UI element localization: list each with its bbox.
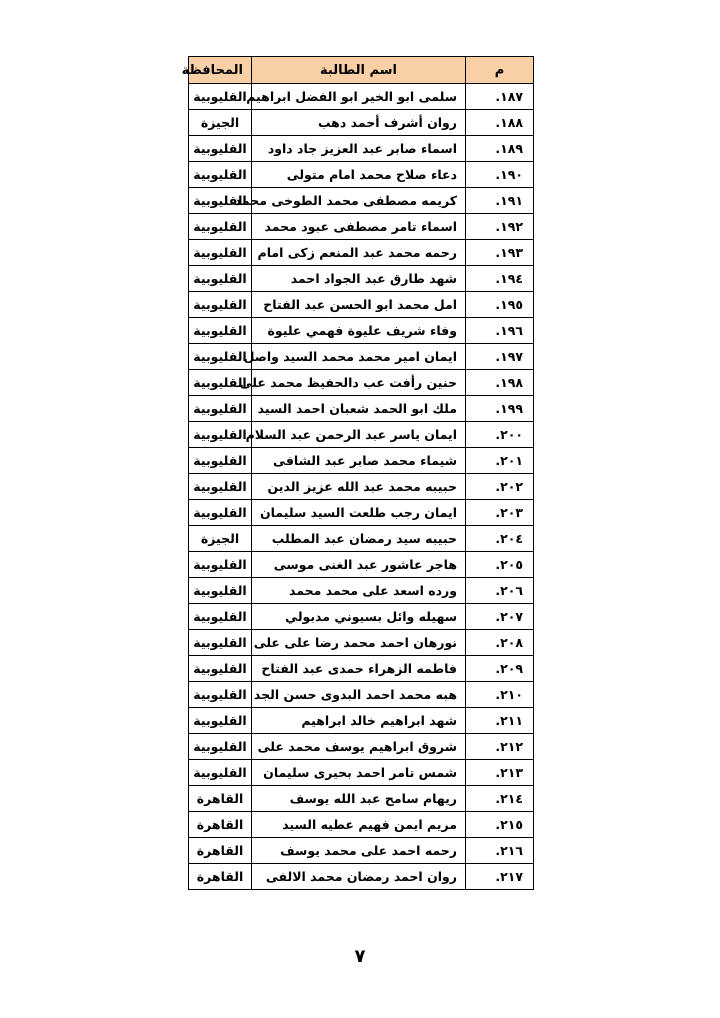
row-number-cell: ١٩٢. [466,214,534,240]
student-name-cell: ملك ابو الحمد شعبان احمد السيد [252,396,466,422]
table-row [189,188,534,214]
table-row [189,396,534,422]
student-name-cell: فاطمه الزهراء حمدى عبد الفتاح [252,656,466,682]
governorate-cell: القليوبية [189,396,252,422]
table-row [189,838,534,864]
student-name-cell: ايمان ياسر عبد الرحمن عبد السلام [252,422,466,448]
students-table [181,56,534,890]
governorate-cell: القليوبية [189,604,252,630]
row-number-cell: ٢١٧. [466,864,534,890]
student-name-cell: امل محمد ابو الحسن عبد الفتاح [252,292,466,318]
row-number-cell: ١٨٨. [466,110,534,136]
governorate-cell: القليوبية [189,708,252,734]
student-name-cell: ريهام سامح عبد الله يوسف [252,786,466,812]
table-row [189,422,534,448]
student-name-cell: اسماء صابر عبد العزيز جاد داود [252,136,466,162]
student-name-cell: ورده اسعد على محمد محمد [252,578,466,604]
row-number-cell: ٢١٠. [466,682,534,708]
row-number-cell: ٢١٢. [466,734,534,760]
row-number-cell: ٢٠٩. [466,656,534,682]
row-number-cell: ١٩٤. [466,266,534,292]
governorate-cell: القليوبية [189,578,252,604]
governorate-cell: القليوبية [189,318,252,344]
page-number: ٧ [354,946,366,967]
row-number-cell: ١٩٦. [466,318,534,344]
table-row [189,578,534,604]
row-number-cell: ١٩٣. [466,240,534,266]
governorate-cell: القليوبية [189,422,252,448]
student-name-cell: شيماء محمد صابر عبد الشافى [252,448,466,474]
table-row [189,318,534,344]
row-number-cell: ٢٠٤. [466,526,534,552]
student-name-cell: مريم ايمن فهيم عطيه السيد [252,812,466,838]
table-row [189,162,534,188]
row-number-cell: ٢٠٣. [466,500,534,526]
table-row [189,604,534,630]
student-name-cell: رحمه احمد على محمد يوسف [252,838,466,864]
header-student-name: اسم الطالبة [252,57,466,84]
student-name-cell: روان أشرف أحمد دهب [252,110,466,136]
table-row [189,266,534,292]
row-number-cell: ١٩٥. [466,292,534,318]
table-row [189,682,534,708]
governorate-cell: القليوبية [189,84,252,110]
student-name-cell: دعاء صلاح محمد امام متولى [252,162,466,188]
governorate-cell: القليوبية [189,734,252,760]
governorate-cell: القليوبية [189,474,252,500]
governorate-cell: الجيزة [189,110,252,136]
student-name-cell: حبيبه محمد عبد الله عزيز الدين [252,474,466,500]
row-number-cell: ١٩١. [466,188,534,214]
table-row [189,240,534,266]
student-name-cell: وفاء شريف عليوة فهمي عليوة [252,318,466,344]
governorate-cell: القليوبية [189,240,252,266]
row-number-cell: ٢٠٦. [466,578,534,604]
student-name-cell: شمس تامر احمد بحيرى سليمان [252,760,466,786]
student-name-cell: ايمان امير محمد محمد السيد واصل [252,344,466,370]
governorate-cell: القليوبية [189,136,252,162]
governorate-cell: القاهرة [189,812,252,838]
student-name-cell: شهد طارق عبد الجواد احمد [252,266,466,292]
student-name-cell: حبيبه سيد رمضان عبد المطلب [252,526,466,552]
table-row [189,292,534,318]
student-name-cell: شهد ابراهيم خالد ابراهيم [252,708,466,734]
row-number-cell: ١٩٧. [466,344,534,370]
student-name-cell: روان احمد رمضان محمد الالفى [252,864,466,890]
row-number-cell: ٢٠٧. [466,604,534,630]
table-body [189,84,534,890]
student-name-cell: حنين رأفت عب دالحفيظ محمد على [252,370,466,396]
table-row [189,136,534,162]
row-number-cell: ١٩٠. [466,162,534,188]
row-number-cell: ٢٠١. [466,448,534,474]
student-name-cell: هاجر عاشور عبد الغنى موسى [252,552,466,578]
row-number-cell: ٢٠٠. [466,422,534,448]
student-name-cell: ايمان رجب طلعت السيد سليمان [252,500,466,526]
governorate-cell: القليوبية [189,656,252,682]
governorate-cell: القاهرة [189,864,252,890]
governorate-cell: القليوبية [189,266,252,292]
row-number-cell: ٢٠٨. [466,630,534,656]
row-number-cell: ١٩٩. [466,396,534,422]
row-number-cell: ٢١٤. [466,786,534,812]
governorate-cell: القليوبية [189,292,252,318]
student-name-cell: رحمه محمد عبد المنعم زكى امام [252,240,466,266]
student-name-cell: اسماء تامر مصطفى عبود محمد [252,214,466,240]
student-name-cell: هبه محمد احمد البدوى حسن الجد [252,682,466,708]
governorate-cell: القليوبية [189,370,252,396]
table-row [189,864,534,890]
table-row [189,110,534,136]
table-row [189,448,534,474]
header-governorate: المحافظة [189,57,252,84]
row-number-cell: ١٨٩. [466,136,534,162]
student-name-cell: كريمه مصطفى محمد الطوخى محمد [252,188,466,214]
governorate-cell: القليوبية [189,760,252,786]
table-row [189,474,534,500]
row-number-cell: ٢١١. [466,708,534,734]
table-row [189,734,534,760]
row-number-cell: ٢١٣. [466,760,534,786]
row-number-cell: ١٨٧. [466,84,534,110]
governorate-cell: الجيزة [189,526,252,552]
student-name-cell: شروق ابراهيم يوسف محمد على [252,734,466,760]
row-number-cell: ١٩٨. [466,370,534,396]
table-row [189,630,534,656]
header-number: م [466,57,534,84]
table-row [189,812,534,838]
row-number-cell: ٢١٦. [466,838,534,864]
student-name-cell: سهيله وائل بسيوني مدبولي [252,604,466,630]
student-name-cell: نورهان احمد محمد رضا على على [252,630,466,656]
governorate-cell: القليوبية [189,630,252,656]
governorate-cell: القليوبية [189,448,252,474]
table-row [189,370,534,396]
table-row [189,786,534,812]
header-row [189,57,534,84]
student-name-cell: سلمى ابو الخير ابو الفضل ابراهيم [252,84,466,110]
governorate-cell: القليوبية [189,500,252,526]
table-header [181,57,534,84]
governorate-cell: القليوبية [189,162,252,188]
table-row [189,526,534,552]
row-number-cell: ٢٠٢. [466,474,534,500]
governorate-cell: القليوبية [189,682,252,708]
governorate-cell: القاهرة [189,838,252,864]
governorate-cell: القليوبية [189,214,252,240]
table-row [189,708,534,734]
governorate-cell: القليوبية [189,552,252,578]
table-row [189,760,534,786]
governorate-cell: القليوبية [189,188,252,214]
table-row [189,84,534,110]
governorate-cell: القليوبية [189,344,252,370]
row-number-cell: ٢٠٥. [466,552,534,578]
table-row [189,214,534,240]
governorate-cell: القاهرة [189,786,252,812]
table-row [189,344,534,370]
row-number-cell: ٢١٥. [466,812,534,838]
table-row [189,500,534,526]
table-row [189,656,534,682]
table-row [189,552,534,578]
